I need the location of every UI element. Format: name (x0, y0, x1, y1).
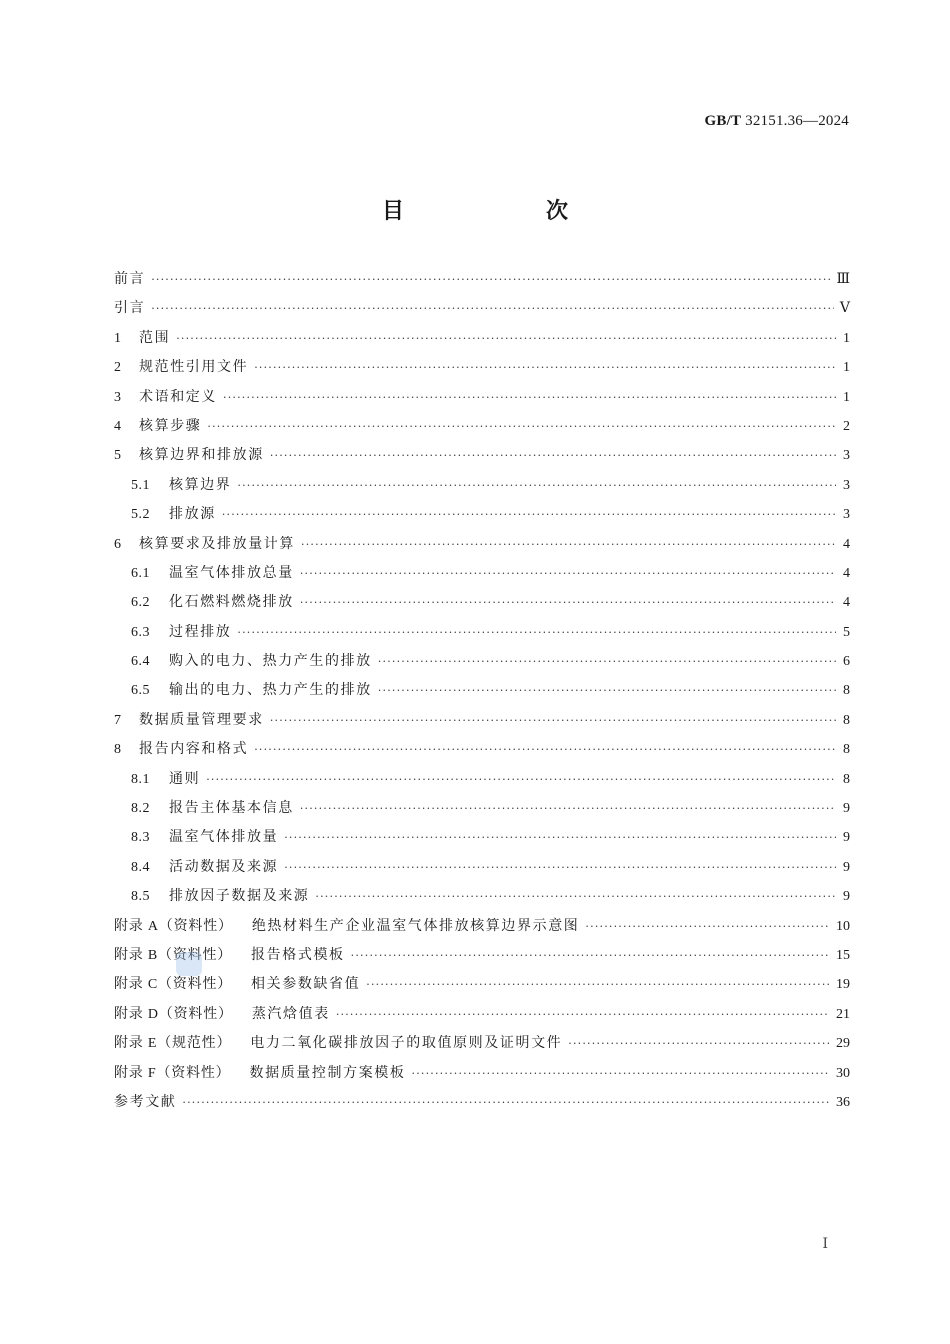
toc-entry-title: 过程排放 (169, 623, 232, 640)
toc-entry-number: 7 (114, 712, 122, 728)
toc-entry[interactable] (114, 1032, 850, 1061)
toc-entry[interactable] (114, 415, 850, 444)
toc-entry-number: 3 (114, 389, 122, 405)
toc-entry-page: 4 (843, 595, 850, 611)
toc-leader-dots (151, 273, 830, 286)
toc-entry-number: 4 (114, 418, 122, 434)
toc-entry[interactable] (114, 386, 850, 415)
toc-entry-number: 8.5 (131, 889, 150, 905)
toc-leader-dots (237, 479, 836, 492)
table-of-contents (114, 268, 850, 1120)
toc-entry[interactable] (114, 1062, 850, 1091)
toc-entry-page: 36 (836, 1094, 850, 1110)
standard-code: 32151.36—2024 (745, 113, 849, 129)
toc-entry-title: 术语和定义 (139, 388, 217, 405)
toc-leader-dots (300, 567, 836, 580)
toc-entry[interactable] (114, 944, 850, 973)
toc-leader-dots (284, 861, 836, 874)
toc-entry-page: 3 (843, 507, 850, 523)
toc-entry-number: 8.1 (131, 771, 150, 787)
toc-leader-dots (270, 449, 836, 462)
toc-entry-page: 9 (843, 830, 850, 846)
toc-entry-page: 3 (843, 448, 850, 464)
toc-entry-number: 8.2 (131, 801, 150, 817)
toc-entry[interactable] (114, 973, 850, 1002)
toc-entry-title: 购入的电力、热力产生的排放 (169, 653, 372, 670)
toc-entry-title: 核算边界 (169, 476, 232, 493)
toc-entry-title: 报告格式模板 (251, 946, 345, 963)
toc-leader-dots (568, 1037, 830, 1050)
toc-entry-number: 5.2 (131, 507, 150, 523)
toc-entry-title: 数据质量控制方案模板 (249, 1064, 406, 1081)
toc-entry-number: 6.4 (131, 654, 150, 670)
toc-entry[interactable] (114, 650, 850, 679)
page-title: 目 次 (381, 199, 628, 224)
toc-entry-number: 附录 F（资料性） (114, 1065, 231, 1081)
toc-entry-page: 8 (843, 712, 850, 728)
toc-entry-page: 4 (843, 536, 850, 552)
toc-entry-title: 蒸汽焓值表 (251, 1005, 330, 1022)
toc-entry-title: 引言 (114, 300, 146, 317)
toc-entry-title: 核算要求及排放量计算 (139, 535, 295, 552)
toc-entry-title: 电力二氧化碳排放因子的取值原则及证明文件 (250, 1035, 563, 1052)
toc-entry-page: 9 (843, 859, 850, 875)
toc-entry-number: 6.3 (131, 624, 150, 640)
toc-entry[interactable] (114, 533, 850, 562)
standard-prefix: GB/T (704, 113, 742, 129)
toc-entry[interactable] (114, 591, 850, 620)
toc-leader-dots (300, 802, 836, 815)
toc-entry-page: 3 (843, 477, 850, 493)
toc-entry-title: 活动数据及来源 (169, 858, 279, 875)
toc-entry[interactable] (114, 621, 850, 650)
page-number: Ⅰ (822, 1237, 828, 1252)
toc-entry-title: 排放源 (169, 506, 216, 523)
toc-entry-title: 参考文献 (114, 1093, 177, 1110)
toc-entry-title: 报告内容和格式 (139, 741, 249, 758)
toc-entry-page: 8 (843, 771, 850, 787)
toc-entry-page: 5 (843, 624, 850, 640)
toc-entry-title: 输出的电力、热力产生的排放 (169, 682, 372, 699)
toc-entry[interactable] (114, 738, 850, 767)
toc-entry-title: 通则 (169, 770, 201, 787)
toc-leader-dots (301, 538, 836, 551)
toc-entry[interactable] (114, 885, 850, 914)
toc-entry-page: 8 (843, 742, 850, 758)
toc-entry[interactable] (114, 826, 850, 855)
toc-leader-dots (351, 949, 830, 962)
toc-entry-page: 9 (843, 889, 850, 905)
toc-leader-dots (254, 743, 836, 756)
toc-entry-page: 29 (836, 1036, 850, 1052)
toc-entry-title: 范围 (139, 329, 171, 346)
toc-entry[interactable] (114, 709, 850, 738)
toc-entry-title: 温室气体排放总量 (169, 564, 294, 581)
toc-entry[interactable] (114, 797, 850, 826)
toc-entry-page: 6 (843, 654, 850, 670)
toc-entry-number: 6 (114, 536, 122, 552)
toc-entry[interactable] (114, 268, 850, 297)
toc-leader-dots (336, 1008, 830, 1021)
toc-entry-page: 19 (836, 977, 850, 993)
toc-entry-title: 绝热材料生产企业温室气体排放核算边界示意图 (251, 917, 580, 934)
toc-leader-dots (300, 596, 836, 609)
toc-entry-page: 21 (836, 1006, 850, 1022)
toc-entry-number: 6.2 (131, 595, 150, 611)
toc-entry-number: 8.3 (131, 830, 150, 846)
toc-entry-page: 1 (843, 360, 850, 376)
toc-entry-number: 2 (114, 360, 122, 376)
toc-entry-number: 8.4 (131, 859, 150, 875)
toc-entry[interactable] (114, 444, 850, 473)
toc-entry[interactable] (114, 679, 850, 708)
toc-entry-page: Ⅲ (836, 272, 850, 287)
toc-entry-title: 规范性引用文件 (139, 359, 249, 376)
toc-entry-title: 相关参数缺省值 (251, 976, 361, 993)
toc-entry-title: 数据质量管理要求 (139, 711, 264, 728)
toc-leader-dots (176, 332, 836, 345)
toc-entry-title: 前言 (114, 271, 146, 287)
toc-entry-page: 15 (836, 947, 850, 963)
toc-leader-dots (151, 302, 834, 315)
toc-entry-page: 2 (843, 418, 850, 434)
toc-entry-title: 化石燃料燃烧排放 (169, 594, 294, 611)
toc-entry-page: Ⅴ (839, 301, 850, 317)
toc-entry-page: 10 (836, 918, 850, 934)
toc-entry[interactable] (114, 327, 850, 356)
toc-entry-page: 30 (836, 1065, 850, 1081)
toc-leader-dots (315, 890, 836, 903)
toc-entry-number: 5.1 (131, 477, 150, 493)
toc-entry-title: 核算步骤 (139, 417, 202, 434)
toc-entry-number: 附录 D（资料性） (114, 1006, 233, 1022)
toc-entry[interactable] (114, 856, 850, 885)
toc-entry[interactable] (114, 768, 850, 797)
toc-entry[interactable] (114, 1091, 850, 1120)
toc-entry-title: 报告主体基本信息 (169, 800, 294, 817)
toc-entry-page: 9 (843, 801, 850, 817)
toc-entry-number: 附录 E（规范性） (114, 1036, 232, 1052)
toc-entry-page: 1 (843, 330, 850, 346)
toc-leader-dots (378, 684, 836, 697)
toc-entry-title: 温室气体排放量 (169, 829, 279, 846)
toc-entry-number: 6.1 (131, 565, 150, 581)
toc-entry-page: 8 (843, 683, 850, 699)
toc-leader-dots (223, 391, 836, 404)
toc-entry-number: 附录 A（资料性） (114, 918, 233, 934)
toc-leader-dots (182, 1096, 830, 1109)
toc-leader-dots (206, 773, 836, 786)
toc-leader-dots (254, 361, 836, 374)
toc-leader-dots (207, 420, 836, 433)
toc-entry-number: 附录 C（资料性） (114, 977, 233, 993)
toc-leader-dots (585, 920, 830, 933)
toc-entry-page: 1 (843, 389, 850, 405)
stamp-mark (176, 952, 202, 976)
toc-entry-number: 1 (114, 330, 122, 346)
toc-entry-number: 8 (114, 742, 122, 758)
toc-leader-dots (237, 626, 836, 639)
toc-leader-dots (412, 1067, 831, 1080)
toc-entry-title: 排放因子数据及来源 (169, 888, 310, 905)
toc-entry[interactable] (114, 297, 850, 326)
toc-entry[interactable] (114, 915, 850, 944)
standard-number (705, 113, 849, 130)
toc-leader-dots (378, 655, 836, 668)
toc-entry-title: 核算边界和排放源 (139, 447, 264, 464)
toc-entry[interactable] (114, 1003, 850, 1032)
toc-entry[interactable] (114, 474, 850, 503)
toc-entry-number: 5 (114, 448, 122, 464)
toc-entry-number: 6.5 (131, 683, 150, 699)
toc-entry[interactable] (114, 503, 850, 532)
toc-entry[interactable] (114, 562, 850, 591)
toc-entry[interactable] (114, 356, 850, 385)
toc-leader-dots (366, 978, 830, 991)
toc-entry-page: 4 (843, 565, 850, 581)
toc-entry-number: 附录 B（资料性） (114, 947, 233, 963)
toc-leader-dots (270, 714, 836, 727)
toc-leader-dots (222, 508, 836, 521)
toc-leader-dots (284, 831, 836, 844)
